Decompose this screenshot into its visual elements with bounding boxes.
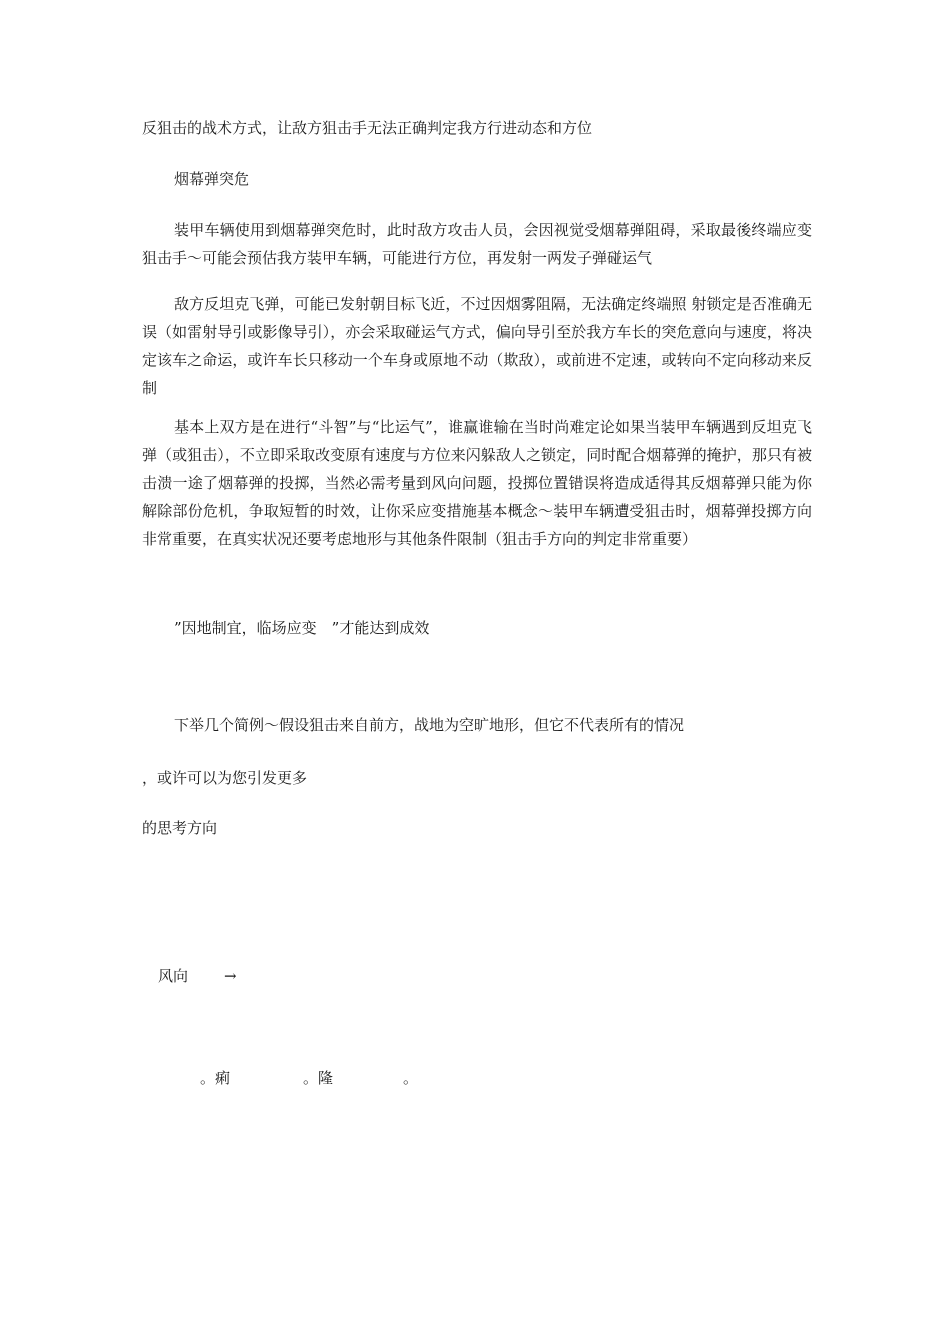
- paragraph-smoke-usage: 装甲车辆使用到烟幕弹突危时，此时敌方攻击人员，会因视觉受烟幕弹阻碍，采取最後终端应变 狙击手～可能会预估我方装甲车辆，可能进行方位，再发射一两发子弹碰运气: [142, 221, 812, 267]
- wind-direction-label: [158, 964, 237, 988]
- paragraph-basic-concept: 基本上双方是在进行“斗智”与“比运气”，谁赢谁输在当时尚难定论如果当装甲车辆遇到反坦克飞弹（或狙击），不立即采取改变原有速度与方位来闪躲敌人之锁定，同时配合烟幕弹的掩护，那只有被击溃一途了烟幕弹的投掷，当然必需考量到风向问题，投掷位置错误将造成适得其反烟幕弹只能为你解除部份危机，争取短暂的时效，让你采应变措施基本概念～装甲车辆遭受狙击时，烟幕弹投掷方向非常重要，在真实状况还要考虑地形与其他条件限制（狙击手方向的判定非常重要）: [142, 418, 812, 548]
- diagram-mark-3: 。: [403, 1069, 419, 1087]
- paragraph-antitank-missile: 敌方反坦克飞弹，可能已发射朝目标飞近，不过因烟雾阻隔，无法确定终端照 射锁定是否准确无误（如雷射导引或影像导引），亦会采取碰运气方式，偏向导引至於我方车长的突危意向与速度，将决定该车之命运，或许车长只移动一个车身或原地不动（欺敌），或前进不定速，或转向不定向移动来反制: [142, 295, 812, 397]
- wind-arrow-icon: →: [224, 967, 237, 985]
- continuation-line-2: 的思考方向: [142, 819, 218, 837]
- wind-label: 风向: [158, 967, 189, 985]
- continuation-line-1: ，或许可以为您引发更多: [142, 769, 308, 787]
- section-heading: 烟幕弹突危: [174, 170, 250, 188]
- diagram-mark-1: 。痢: [200, 1069, 231, 1087]
- intro-line: 反狙击的战术方式，让敌方狙击手无法正确判定我方行进动态和方位: [142, 119, 593, 137]
- diagram-mark-2: 。隆: [303, 1069, 334, 1087]
- examples-line: 下举几个简例～假设狙击来自前方，战地为空旷地形，但它不代表所有的情况: [174, 716, 685, 734]
- quote-line: ”因地制宜，临场应变 ”才能达到成效: [174, 619, 430, 637]
